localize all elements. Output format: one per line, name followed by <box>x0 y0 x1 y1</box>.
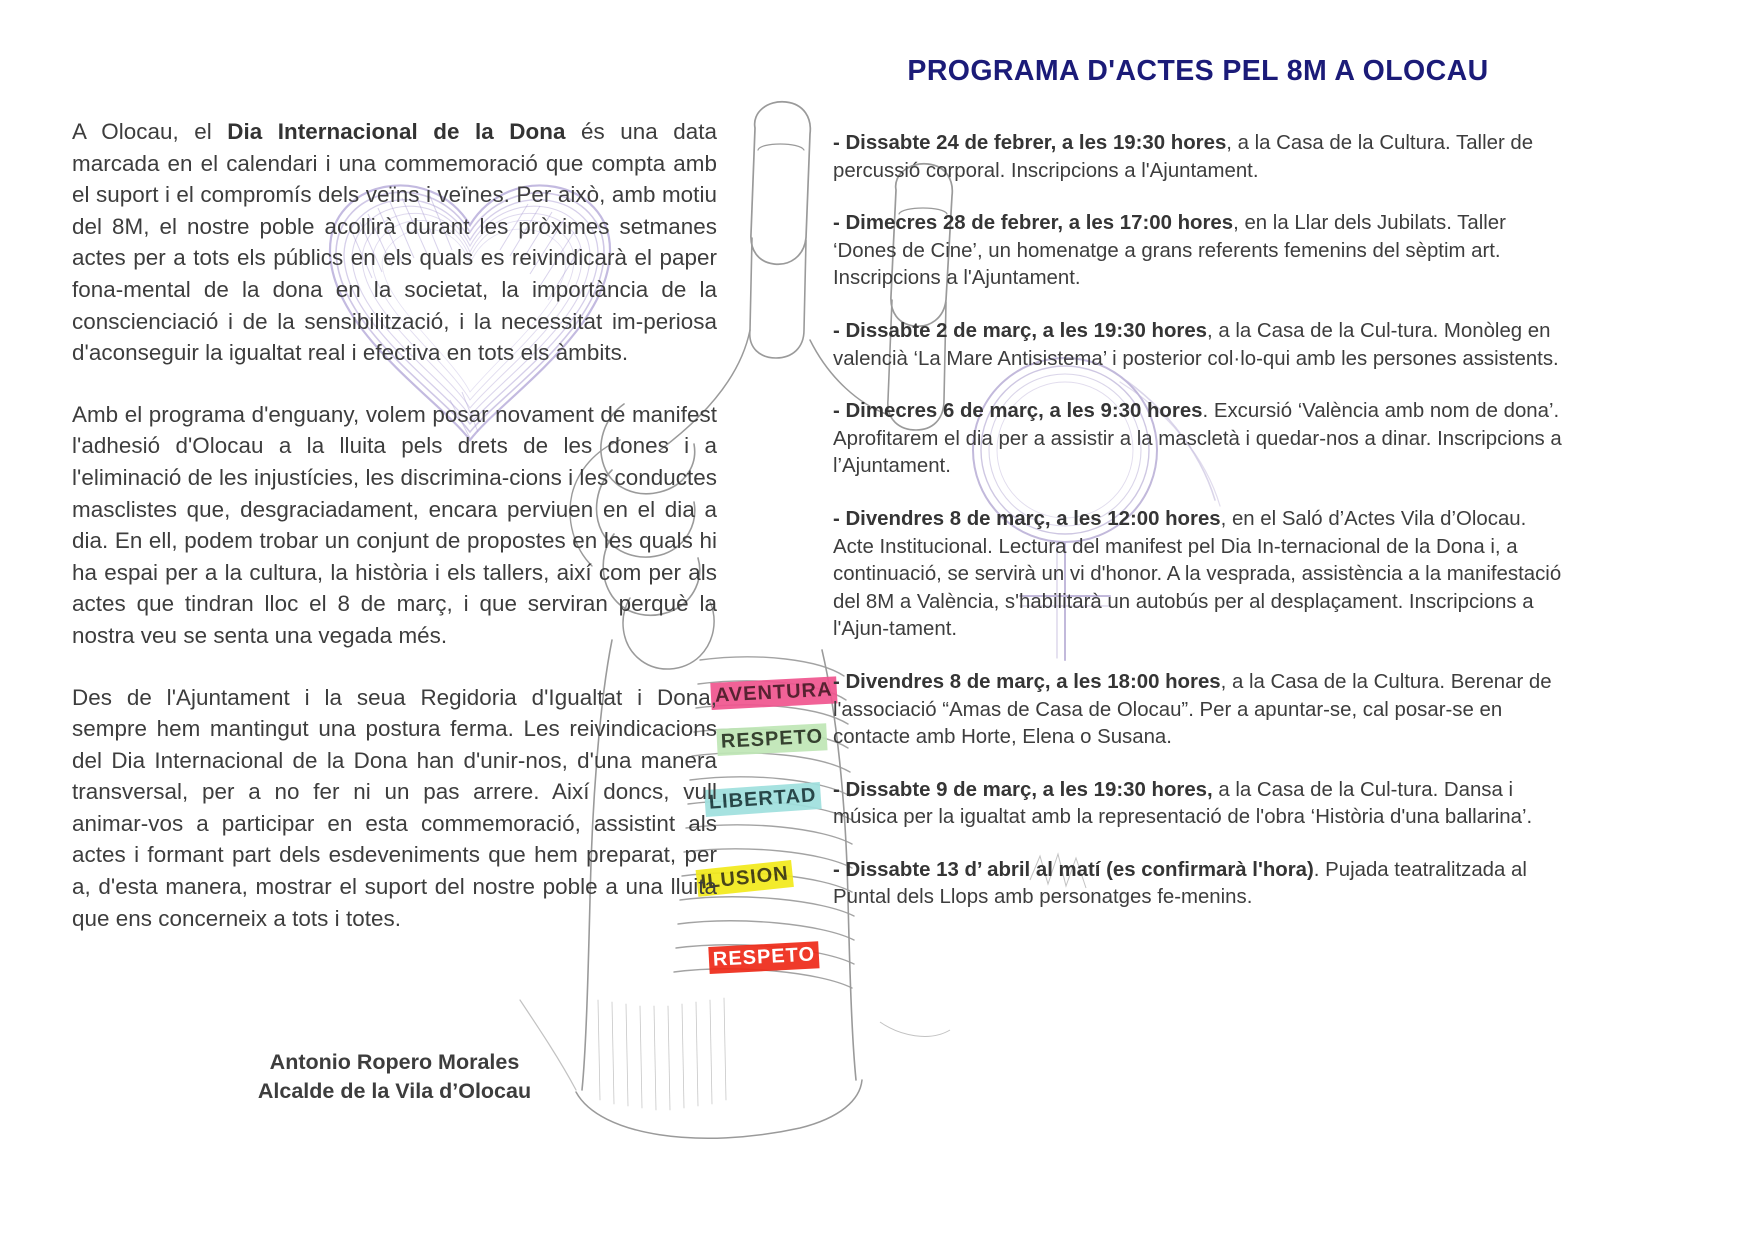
event-when: - Dimecres 28 de febrer, a les 17:00 hores <box>833 212 1234 235</box>
event-detail: , en la Llar dels Jubilats. Taller ‘Dones de Cine’, un homenatge a grans referents femenins del sèptim art. Inscripcions a l'Ajuntament. <box>833 212 1506 290</box>
artwork-band-respeto: RESPETO <box>716 723 827 756</box>
program-event <box>833 210 1563 293</box>
event-detail: , a la Casa de la Cul-tura. Monòleg en valencià ‘La Mare Antisistema’ i posterior col·lo-qui amb les persones assistents. <box>833 319 1559 370</box>
program-event <box>833 318 1563 373</box>
letter-paragraph-1: A Olocau, el Dia Internacional de la Dona és una data marcada en el calendari i una commemoració que compta amb el suport i el compromís dels veïns i veïnes. Per això, amb motiu del 8M, el nostre poble acollirà durant les pròximes setmanes actes per a tots els públics en els quals es reivindicarà el paper fona-mental de la dona en la societat, la importància de la conscienciació i de la sensibilització, i la necessitat im-periosa d'aconseguir la igualtat real i efectiva en tots els àmbits. <box>72 119 717 366</box>
artwork-band-respeto-2: RESPETO <box>708 941 819 974</box>
event-detail: , a la Casa de la Cultura. Taller de percussió corporal. Inscripcions a l'Ajuntament. <box>833 132 1534 182</box>
event-detail: , en el Saló d’Actes Vila d’Olocau. Acte Institucional. Lectura del manifest pel Dia In-ternacional de la Dona i, a continuació, se servirà un vi d'honor. A la vesprada, assistència a la manifestació del 8M a València, s'habilitarà un autobús per al desplaçament. Inscripcions a l'Ajun-tament. <box>833 507 1562 641</box>
signature-block <box>72 1048 717 1106</box>
artwork-band-libertad: LIBERTAD <box>704 782 821 817</box>
event-when: - Dimecres 6 de març, a les 9:30 hores <box>833 400 1203 423</box>
letter-paragraph-2: Amb el programa d'enguany, volem posar novament de manifest l'adhesió d'Olocau a la lluita pels drets de les dones i a l'eliminació de les injustícies, les discrimina-cions i les conductes masclistes que, desgraciadament, encara perviuen en el dia a dia. En ell, podem trobar un conjunt de propostes en les quals hi ha espai per a la cultura, la història i els tallers, així com per als actes que tindran lloc el 8 de març, i que serviran perquè la nostra veu se senta una vegada més. <box>72 401 717 648</box>
program-column <box>833 55 1563 937</box>
signature-name: Antonio Ropero Morales <box>269 1050 520 1074</box>
mayor-letter <box>72 116 717 934</box>
event-detail: . Pujada teatralitzada al Puntal dels Llops amb personatges fe-menins. <box>833 858 1527 909</box>
event-when: - Dissabte 13 d’ abril al matí (es confirmarà l'hora) <box>833 858 1314 881</box>
program-event <box>833 669 1563 752</box>
event-detail: . Excursió ‘València amb nom de dona’. Aprofitarem el dia per a assistir a la mascletà i quedar-nos a dinar. Inscripcions a l’Ajuntament. <box>833 400 1562 478</box>
program-event <box>833 398 1563 481</box>
program-event <box>833 506 1563 644</box>
artwork-band-aventura: AVENTURA <box>710 676 837 710</box>
event-detail: a la Casa de la Cul-tura. Dansa i música per la igualtat amb la representació de l'obra ‘Història d'una ballarina’. <box>833 778 1533 829</box>
event-when: - Dissabte 2 de març, a les 19:30 hores <box>833 319 1208 342</box>
artwork-band-ilusion: ILUSION <box>696 860 794 897</box>
signature-role: Alcalde de la Vila d’Olocau <box>257 1079 532 1103</box>
event-when: - Divendres 8 de març, a les 18:00 hores <box>833 670 1221 693</box>
program-title: PROGRAMA D'ACTES PEL 8M A OLOCAU <box>907 55 1489 87</box>
program-event <box>833 857 1563 912</box>
event-detail: , a la Casa de la Cultura. Berenar de l'associació “Amas de Casa de Olocau”. Per a apuntar-se, cal posar-se en contacte amb Horte, Elena o Susana. <box>833 670 1552 749</box>
event-when: - Dissabte 24 de febrer, a les 19:30 hores <box>833 132 1227 154</box>
event-when: - Divendres 8 de març, a les 12:00 hores <box>833 507 1221 530</box>
letter-paragraph-3: Des de l'Ajuntament i la seua Regidoria d'Igualtat i Dona, sempre hem mantingut una postura ferma. Les reivindicacions del Dia Internacional de la Dona han d'unir-nos, d'una manera transversal, per a no fer ni un pas arrere. Així doncs, vull animar-vos a participar en esta commemoració, assistint als actes i formant part dels esdeveniments que hem preparat, per a, d'esta manera, mostrar el suport del nostre poble a una lluita que ens concerneix a tots i totes. <box>72 684 717 931</box>
event-when: - Dissabte 9 de març, a les 19:30 hores, <box>833 778 1213 801</box>
program-event <box>833 777 1563 832</box>
program-event <box>833 130 1563 185</box>
